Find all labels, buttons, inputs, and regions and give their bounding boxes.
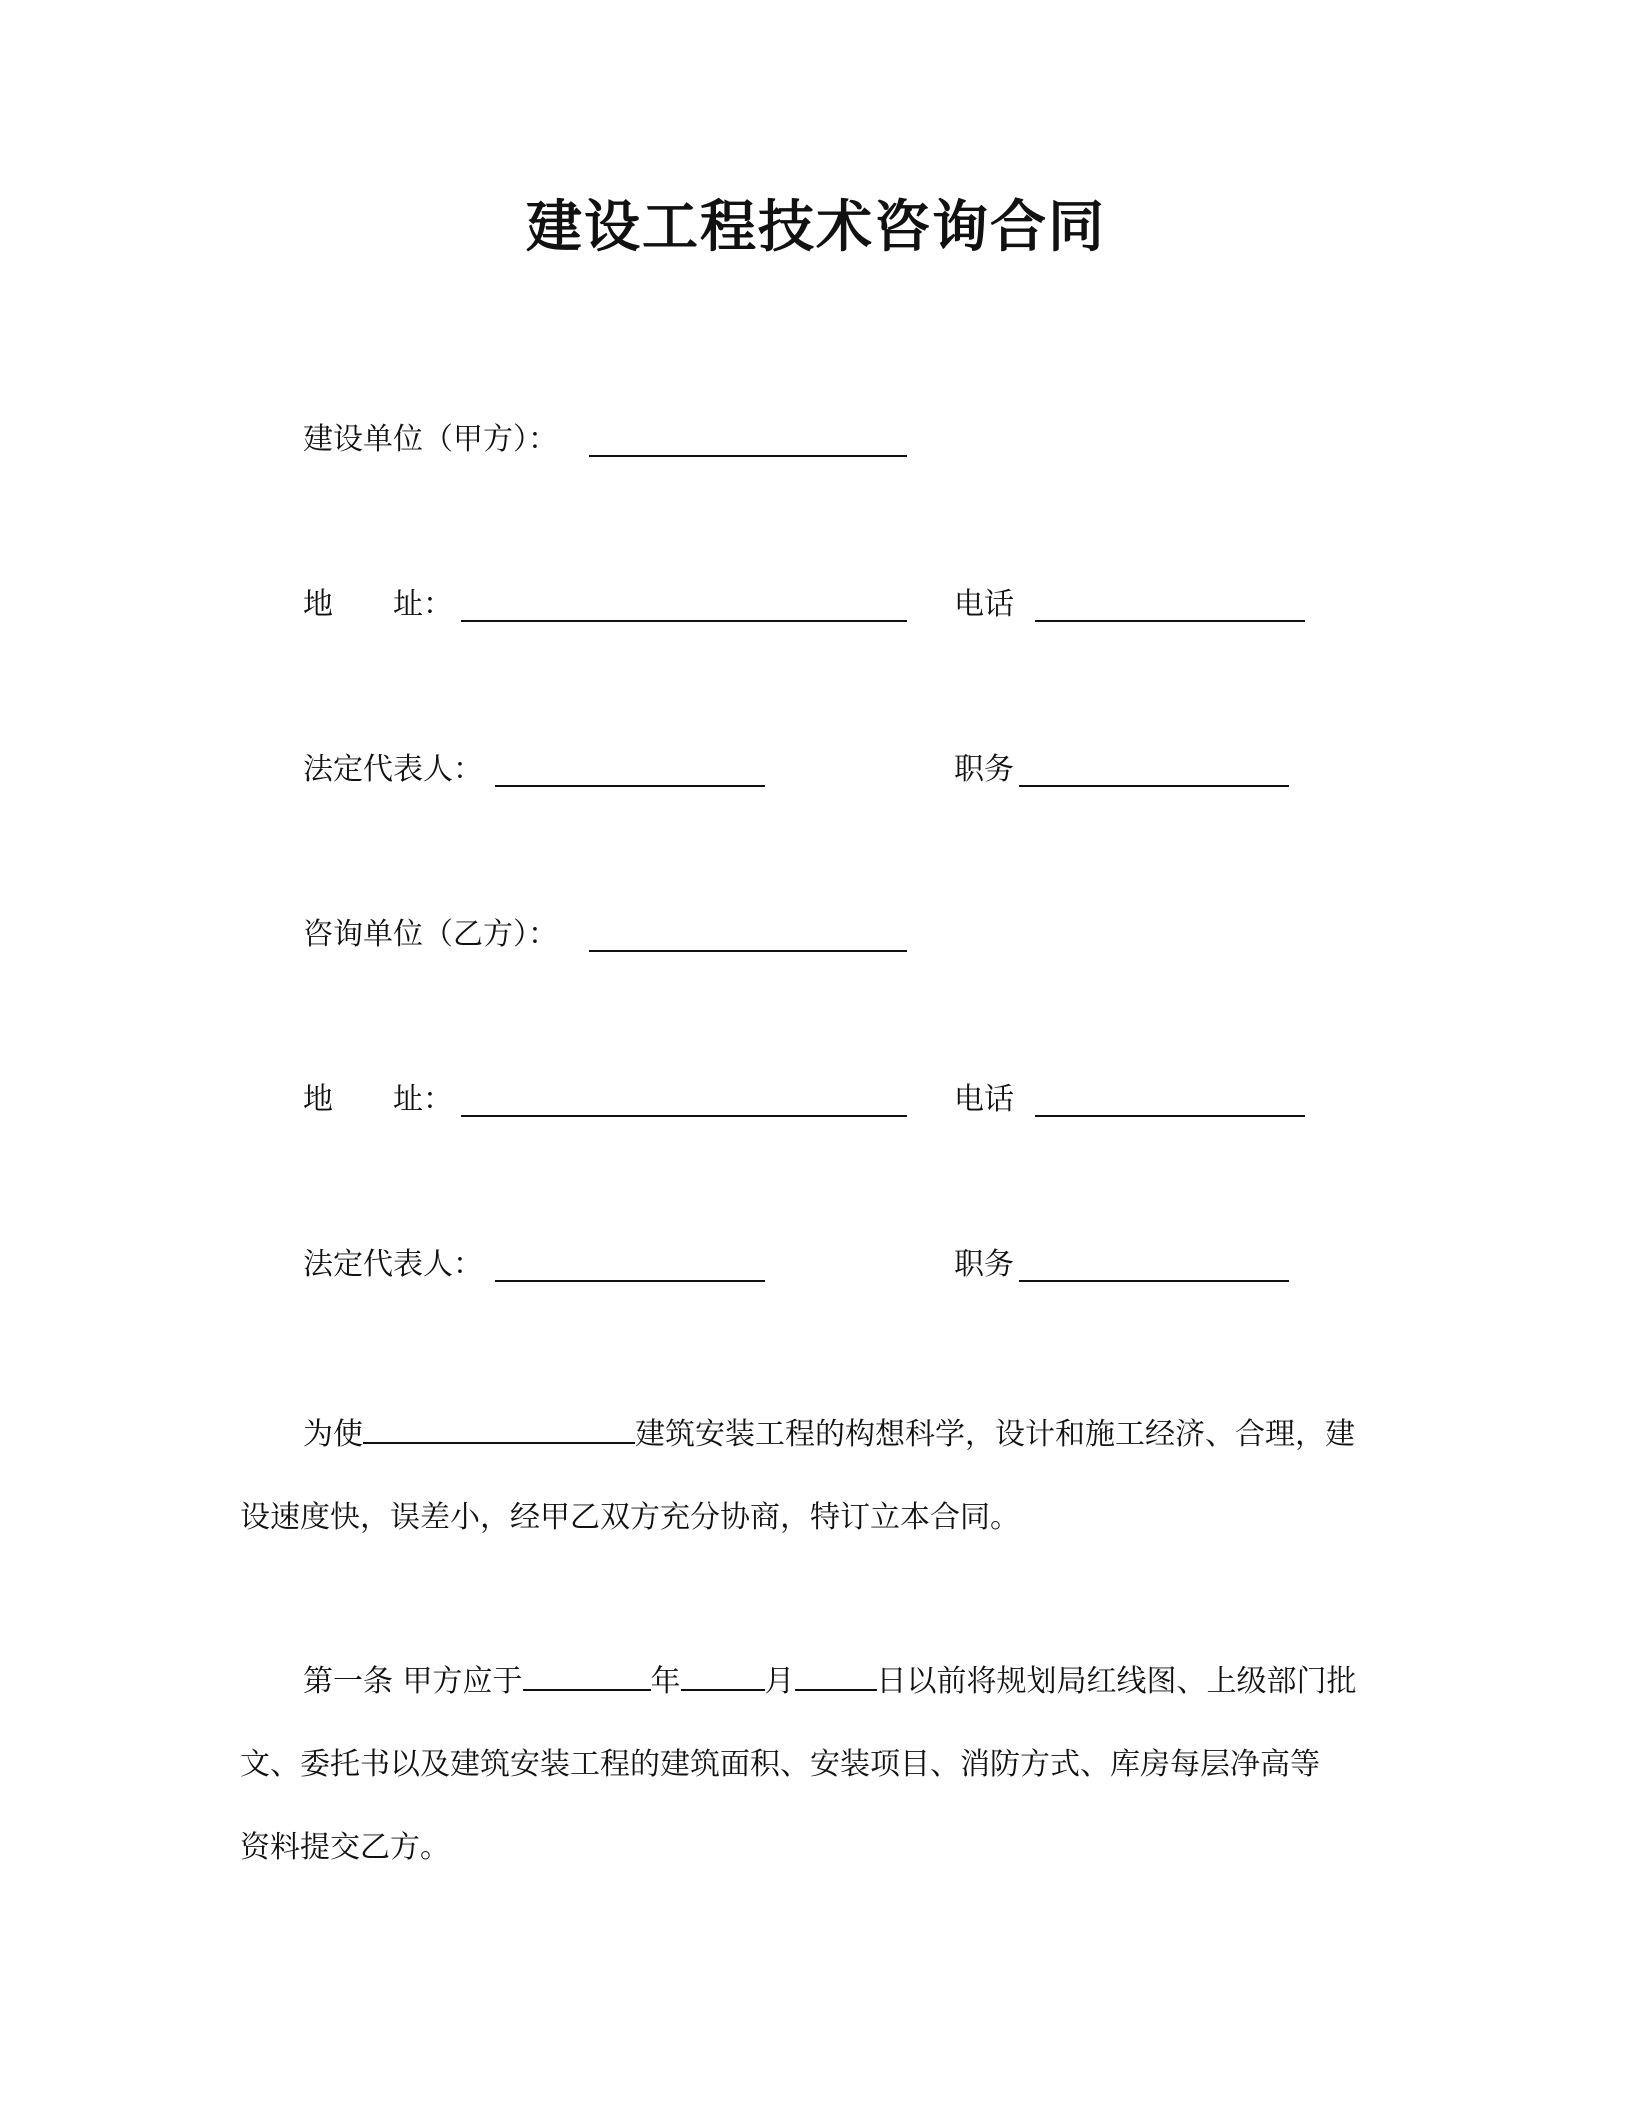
- party-b-unit-label: 咨询单位（乙方）：: [303, 917, 558, 952]
- party-a-address-row: [303, 585, 1303, 625]
- party-a-unit-field[interactable]: [589, 455, 907, 457]
- party-b-legal-rep-field[interactable]: [495, 1280, 765, 1282]
- preamble-line1-rest: 建筑安装工程的构想科学，设计和施工经济、合理，建: [635, 1417, 1355, 1452]
- article-1-prefix: 第一条 甲方应于: [303, 1664, 523, 1699]
- project-name-field[interactable]: [363, 1410, 635, 1444]
- party-b-phone-label: 电话: [954, 1082, 1014, 1117]
- party-a-address-label: 地 址：: [303, 587, 453, 622]
- article-1-paragraph: [240, 1640, 1380, 1889]
- party-a-position-field[interactable]: [1019, 785, 1289, 787]
- article-1-month-label: 月: [764, 1664, 795, 1699]
- article-1-line3: 资料提交乙方。: [240, 1830, 450, 1865]
- preamble-prefix: 为使: [303, 1417, 363, 1452]
- article-1-year-label: 年: [650, 1664, 681, 1699]
- party-a-unit-row: [303, 420, 1103, 460]
- party-b-unit-row: [303, 915, 1103, 955]
- party-b-address-label: 地 址：: [303, 1082, 453, 1117]
- party-b-position-label: 职务: [954, 1247, 1014, 1282]
- party-b-unit-field[interactable]: [589, 950, 907, 952]
- page-title: 建设工程技术咨询合同: [526, 195, 1106, 260]
- party-a-phone-field[interactable]: [1035, 620, 1305, 622]
- party-b-address-field[interactable]: [461, 1115, 907, 1117]
- article-1-year-field[interactable]: [523, 1657, 651, 1691]
- preamble-paragraph: [240, 1393, 1380, 1559]
- party-b-phone-field[interactable]: [1035, 1115, 1305, 1117]
- party-b-address-row: [303, 1080, 1303, 1120]
- article-1-day-rest: 日以前将规划局红线图、上级部门批: [876, 1664, 1357, 1699]
- preamble-line2: 设速度快，误差小，经甲乙双方充分协商，特订立本合同。: [240, 1500, 1020, 1535]
- article-1-day-field[interactable]: [795, 1657, 877, 1691]
- party-a-legal-rep-field[interactable]: [495, 785, 765, 787]
- article-1-line2: 文、委托书以及建筑安装工程的建筑面积、安装项目、消防方式、库房每层净高等: [240, 1747, 1320, 1782]
- party-a-legal-rep-label: 法定代表人：: [303, 752, 483, 787]
- party-b-position-field[interactable]: [1019, 1280, 1289, 1282]
- party-b-legal-rep-row: [303, 1245, 1303, 1285]
- party-a-phone-label: 电话: [954, 587, 1014, 622]
- party-a-position-label: 职务: [954, 752, 1014, 787]
- article-1-month-field[interactable]: [681, 1657, 765, 1691]
- party-a-legal-rep-row: [303, 750, 1303, 790]
- party-a-address-field[interactable]: [461, 620, 907, 622]
- party-a-unit-label: 建设单位（甲方）：: [303, 422, 558, 457]
- party-b-legal-rep-label: 法定代表人：: [303, 1247, 483, 1282]
